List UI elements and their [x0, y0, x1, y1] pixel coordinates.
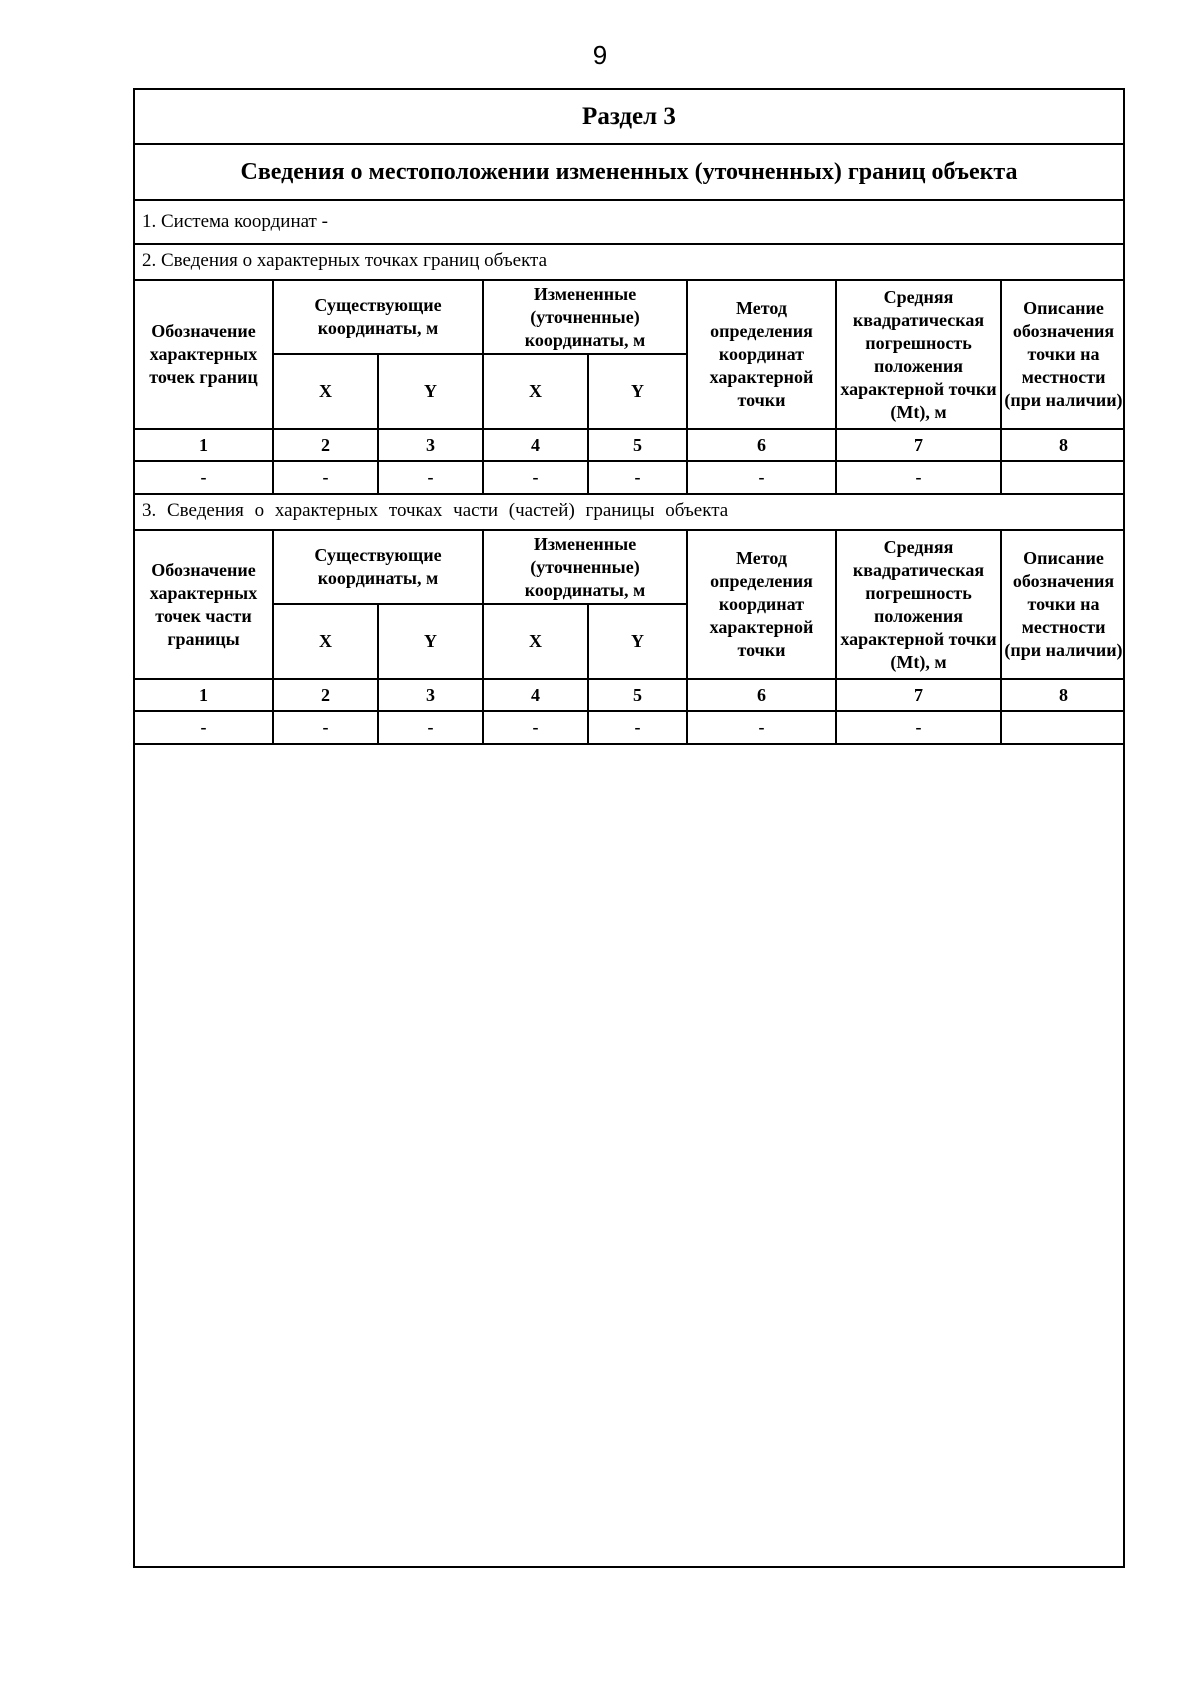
header-designation: Обозначение характерных точек границ	[135, 280, 273, 429]
table-cell: -	[687, 461, 836, 494]
table-cell: -	[483, 711, 588, 744]
table-cell: -	[378, 461, 483, 494]
boundary-part-points-table	[135, 529, 1125, 745]
column-number: 5	[588, 429, 687, 461]
column-number: 2	[273, 429, 378, 461]
table-cell: -	[273, 711, 378, 744]
boundary-points-table	[135, 279, 1125, 495]
header-changed-coordinates: Измененные (уточненные) координаты, м	[483, 530, 687, 604]
column-number: 4	[483, 429, 588, 461]
column-number: 4	[483, 679, 588, 711]
table-cell: -	[135, 461, 273, 494]
column-number: 8	[1001, 679, 1125, 711]
column-number: 1	[135, 429, 273, 461]
header-existing-x: X	[273, 604, 378, 679]
form-frame	[133, 88, 1125, 1568]
table-cell: -	[273, 461, 378, 494]
table-cell: -	[588, 461, 687, 494]
header-existing-y: Y	[378, 354, 483, 429]
column-number: 8	[1001, 429, 1125, 461]
column-number: 2	[273, 679, 378, 711]
header-existing-coordinates: Существующие координаты, м	[273, 280, 483, 354]
column-numbers-row	[135, 429, 1125, 461]
header-mean-error: Средняя квадратическая погрешность положения характерной точки (Mt), м	[836, 530, 1001, 679]
column-numbers-row	[135, 679, 1125, 711]
section-subtitle: Сведения о местоположении измененных (уточненных) границ объекта	[135, 145, 1123, 201]
table2-title: 3. Сведения о характерных точках части (частей) границы объекта	[142, 500, 729, 521]
table-cell: -	[836, 711, 1001, 744]
column-number: 6	[687, 679, 836, 711]
table-cell	[1001, 711, 1125, 744]
header-mean-error: Средняя квадратическая погрешность положения характерной точки (Mt), м	[836, 280, 1001, 429]
header-designation: Обозначение характерных точек части границы	[135, 530, 273, 679]
coordinate-system-row: 1. Система координат -	[135, 201, 1123, 245]
header-existing-x: X	[273, 354, 378, 429]
column-number: 7	[836, 679, 1001, 711]
table-row	[135, 461, 1125, 494]
column-number: 3	[378, 429, 483, 461]
table-cell: -	[836, 461, 1001, 494]
table-row	[135, 711, 1125, 744]
header-existing-coordinates: Существующие координаты, м	[273, 530, 483, 604]
header-existing-y: Y	[378, 604, 483, 679]
column-number: 6	[687, 429, 836, 461]
table-cell: -	[687, 711, 836, 744]
column-number: 7	[836, 429, 1001, 461]
table1-title: 2. Сведения о характерных точках границ объекта	[142, 250, 548, 271]
header-changed-coordinates: Измененные (уточненные) координаты, м	[483, 280, 687, 354]
column-number: 5	[588, 679, 687, 711]
header-changed-y: Y	[588, 604, 687, 679]
column-number: 1	[135, 679, 273, 711]
table-cell: -	[483, 461, 588, 494]
header-description: Описание обозначения точки на местности (при наличии)	[1001, 530, 1125, 679]
header-method: Метод определения координат характерной точки	[687, 530, 836, 679]
table-cell: -	[378, 711, 483, 744]
header-changed-y: Y	[588, 354, 687, 429]
table-cell: -	[588, 711, 687, 744]
table-cell	[1001, 461, 1125, 494]
header-method: Метод определения координат характерной точки	[687, 280, 836, 429]
header-changed-x: X	[483, 604, 588, 679]
page-number: 9	[592, 40, 608, 70]
section-title: Раздел 3	[135, 90, 1123, 145]
column-number: 3	[378, 679, 483, 711]
header-description: Описание обозначения точки на местности (при наличии)	[1001, 280, 1125, 429]
header-changed-x: X	[483, 354, 588, 429]
table-cell: -	[135, 711, 273, 744]
